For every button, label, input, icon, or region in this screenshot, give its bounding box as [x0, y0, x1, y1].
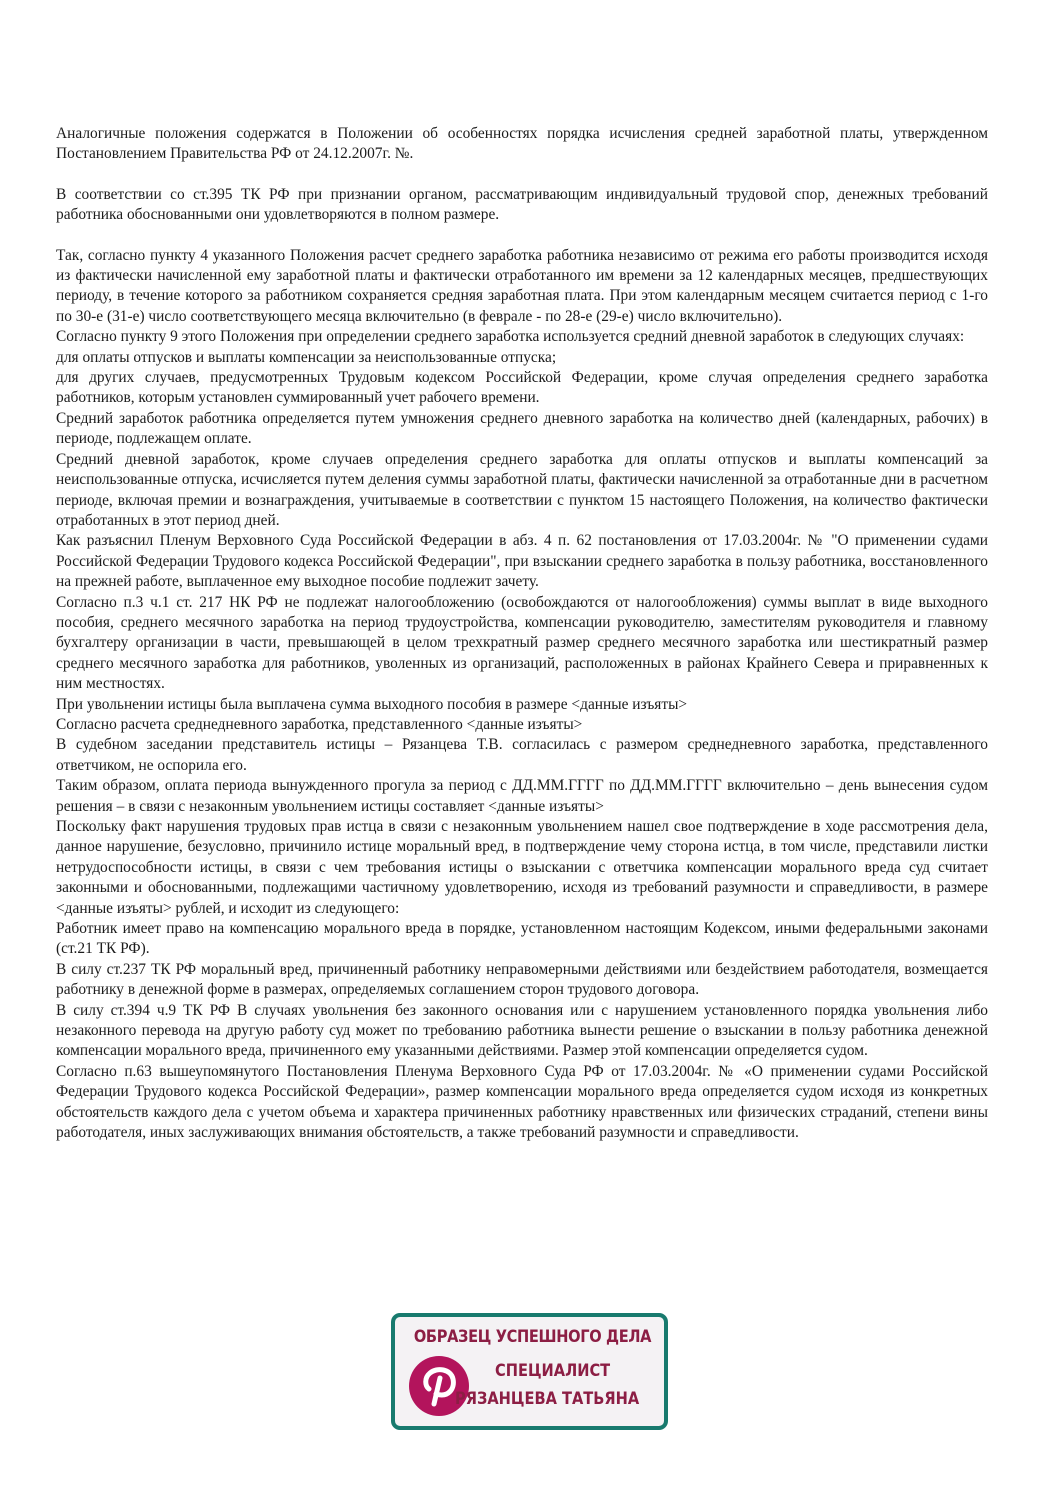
success-case-stamp — [391, 1313, 668, 1430]
stamp-name-label: РЯЗАНЦЕВА ТАТЬЯНА — [455, 1389, 640, 1409]
paragraph-5: для оплаты отпусков и выплаты компенсации за неиспользованные отпуска; — [56, 348, 557, 366]
paragraph-17: В силу ст.237 ТК РФ моральный вред, причиненный работнику неправомерными действиями или бездействием работодателя, возмещается работнику в денежной форме в размерах, определяемых соглашением сторон трудового договора. — [56, 960, 988, 999]
paragraph-8: Средний дневной заработок, кроме случаев определения среднего заработка для оплаты отпусков и выплаты компенсаций за неиспользованные отпуска, исчисляется путем деления суммы заработной платы, фактически начисленной за отработанные дни в расчетном периоде, включая премии и вознаграждения, учитываемые в соответствии с пунктом 15 настоящего Положения, на количество фактически отработанных в этот период дней. — [56, 450, 988, 529]
paragraph-19: Согласно п.63 вышеупомянутого Постановления Пленума Верховного Суда РФ от 17.03.2004г. № «О применении судами Российской Федерации Трудового кодекса Российской Федерации», размер компенсации морального вреда определяется судом исходя из конкретных обстоятельств каждого дела с учетом объема и характера причиненных работнику нравственных или физических страданий, степени вины работодателя, иных заслуживающих внимания обстоятельств, а также требований разумности и справедливости. — [56, 1062, 988, 1142]
paragraph-7: Средний заработок работника определяется путем умножения среднего дневного заработка на количество дней (календарных, рабочих) в периоде, подлежащем оплате. — [56, 409, 988, 448]
paragraph-12: Согласно расчета среднедневного заработка, представленного <данные изъяты> — [56, 715, 583, 733]
paragraph-10: Согласно п.3 ч.1 ст. 217 НК РФ не подлежат налогообложению (освобождаются от налогообложения) суммы выплат в виде выходного пособия, среднего месячного заработка на период трудоустройства, компенсации руководителю, заместителям руководителя и главному бухгалтеру организации в части, превышающей в целом трехкратный размер среднего месячного заработка или шестикратный размер среднего месячного заработка для работников, уволенных из организаций, расположенных в районах Крайнего Севера и приравненных к ним местностях. — [56, 593, 988, 693]
paragraph-2: В соответствии со ст.395 ТК РФ при признании органом, рассматривающим индивидуальный трудовой спор, денежных требований работника обоснованными они удовлетворяются в полном размере. — [56, 185, 988, 224]
paragraph-11: При увольнении истицы была выплачена сумма выходного пособия в размере <данные изъяты> — [56, 695, 688, 713]
stamp-specialist-label: СПЕЦИАЛИСТ — [495, 1361, 611, 1381]
paragraph-3: Так, согласно пункту 4 указанного Положения расчет среднего заработка работника независимо от режима его работы производится исходя из фактически начисленной ему заработной платы и фактически отработанного им времени за 12 календарных месяцев, предшествующих периоду, в течение которого за работником сохраняется средняя заработная плата. При этом календарным месяцем считается период с 1-го по 30-е (31-е) число соответствующего месяца включительно (в феврале - по 28-е (29-е) число включительно). — [56, 246, 988, 325]
paragraph-9: Как разъяснил Пленум Верховного Суда Российской Федерации в абз. 4 п. 62 постановления от 17.03.2004г. № "О применении судами Российской Федерации Трудового кодекса Российской Федерации", при взыскании среднего заработка в пользу работника, восстановленного на прежней работе, выплаченное ему выходное пособие подлежит зачету. — [56, 532, 988, 591]
paragraph-18: В силу ст.394 ч.9 ТК РФ В случаях увольнения без законного основания или с нарушением установленного порядка увольнения либо незаконного перевода на другую работу суд может по требованию работника вынести решение о взыскании в пользу работника денежной компенсации морального вреда, причиненного ему указанными действиями. Размер этой компенсации определяется судом. — [56, 1001, 988, 1060]
paragraph-4: Согласно пункту 9 этого Положения при определении среднего заработка используется средний дневной заработок в следующих случаях: — [56, 328, 965, 346]
paragraph-16: Работник имеет право на компенсацию морального вреда в порядке, установленном настоящим Кодексом, иными федеральными законами (ст.21 ТК РФ). — [56, 920, 988, 958]
paragraph-14: Таким образом, оплата периода вынужденного прогула за период с ДД.ММ.ГГГГ по ДД.ММ.ГГГГ включительно – день вынесения судом решения – в связи с незаконным увольнением истицы составляет <данные изъяты> — [56, 777, 988, 815]
paragraph-15: Поскольку факт нарушения трудовых прав истца в связи с незаконным увольнением нашел свое подтверждение в ходе рассмотрения дела, данное нарушение, безусловно, причинило истице моральный вред, в подтверждение чему сторона истца, в том числе, представили листки нетрудоспособности истицы, в связи с чем требования истицы о взыскании с ответчика компенсации морального вреда суд считает законными и обоснованными, подлежащими частичному удовлетворению, исходя из требований разумности и справедливости, в размере <данные изъяты> рублей, и исходит из следующего: — [56, 818, 988, 917]
stamp-title: ОБРАЗЕЦ УСПЕШНОГО ДЕЛА — [413, 1327, 652, 1347]
paragraph-13: В судебном заседании представитель истицы – Рязанцева Т.В. согласилась с размером среднедневного заработка, представленного ответчиком, не оспорила его. — [56, 736, 988, 774]
document-body — [56, 124, 988, 1144]
paragraph-6: для других случаев, предусмотренных Трудовым кодексом Российской Федерации, кроме случая определения среднего заработка работников, которым установлен суммированный учет рабочего времени. — [56, 369, 988, 407]
paragraph-1: Аналогичные положения содержатся в Положении об особенностях порядка исчисления средней заработной платы, утвержденном Постановлением Правительства РФ от 24.12.2007г. №. — [56, 125, 988, 163]
